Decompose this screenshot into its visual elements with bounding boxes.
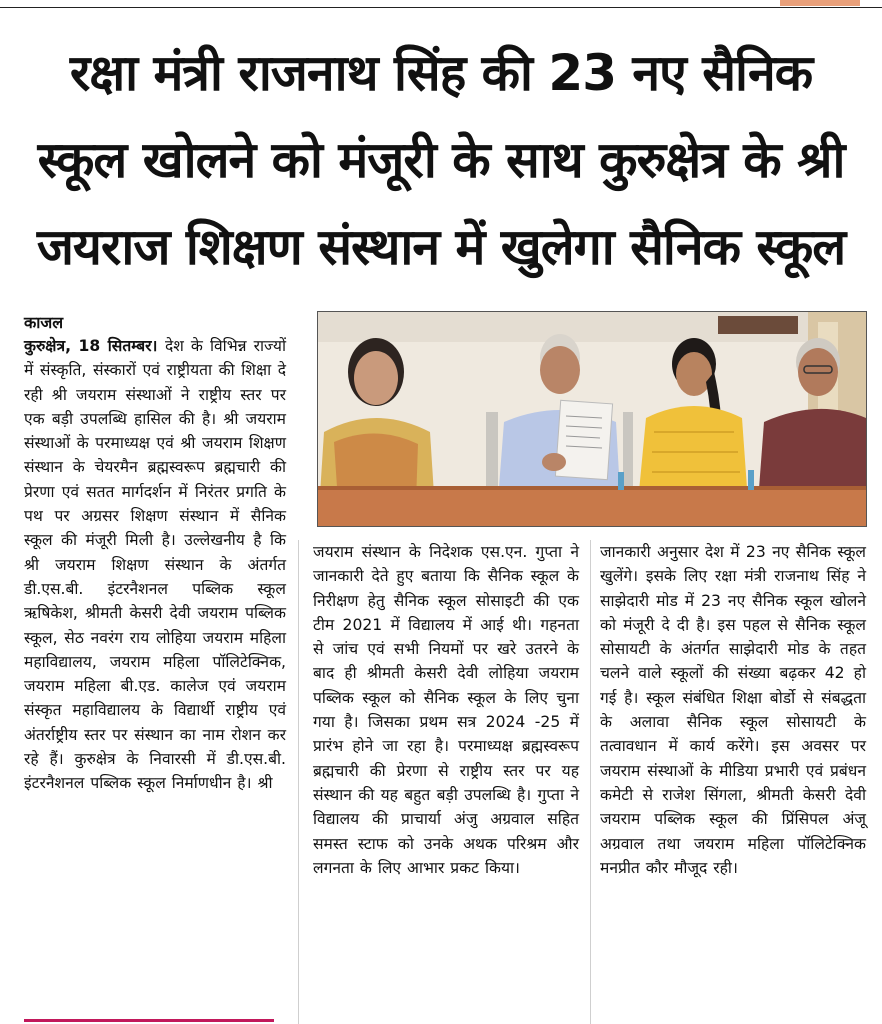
headline-line-1: रक्षा मंत्री राजनाथ सिंह की 23 नए सैनिक — [69, 44, 813, 102]
headline — [18, 30, 864, 291]
article-column-2 — [313, 540, 579, 880]
headline-line-2: स्कूल खोलने को मंजूरी के साथ कुरुक्षेत्र के श्री — [37, 131, 845, 189]
masthead-rule — [0, 0, 882, 8]
accent-rule — [24, 1019, 274, 1022]
headline-line-3: जयराज शिक्षण संस्थान में खुलेगा सैनिक स्कूल — [36, 218, 846, 276]
article-column-3 — [600, 540, 866, 880]
article-column-1-text: देश के विभिन्न राज्यों में संस्कृति, संस्कारों एवं राष्ट्रीयता की शिक्षा दे रही श्री जयराम संस्थाओं ने राष्ट्रीय स्तर पर एक बड़ी उपलब्धि हासिल की है। श्री जयराम संस्थाओं के परमाध्यक्ष एवं श्री जयराम शिक्षण संस्थान के चेयरमैन ब्रह्मस्वरूप ब्रह्मचारी की प्रेरणा एवं सतत मार्गदर्शन में निरंतर प्रगति के पथ पर अग्रसर शिक्षण संस्थान में सैनिक स्कूल की मंजूरी मिली है। उल्लेखनीय है कि श्री जयराम शिक्षण संस्थान के अंतर्गत डी.एस.बी. इंटरनैशनल पब्लिक स्कूल ऋषिकेश, श्रीमती केसरी देवी जयराम पब्लिक स्कूल, सेठ नवरंग राय लोहिया जयराम महिला महाविद्यालय, जयराम महिला पॉलिटेक्निक, जयराम महिला बी.एड. कालेज एवं जयराम संस्कृत महाविद्यालय के विद्यार्थी राष्ट्रीय एवं अंतर्राष्ट्रीय स्तर पर संस्थान का नाम रोशन कर रहे हैं। कुरुक्षेत्र के निवारसी में डी.एस.बी. इंटरनैशनल पब्लिक स्कूल निर्माणधीन है। श्री — [24, 337, 287, 793]
dateline: कुरुक्षेत्र, 18 सितम्बर। — [24, 337, 165, 355]
masthead-accent — [780, 0, 860, 6]
article-column-3-text: जानकारी अनुसार देश में 23 नए सैनिक स्कूल खुलेंगे। इसके लिए रक्षा मंत्री राजनाथ सिंह ने साझेदारी मोड में 23 नए सैनिक स्कूल खोलने को मंजूरी दे दी है। इस पहल से सैनिक स्कूल सोसायटी के अंतर्गत साझेदारी मोड के तहत चलने वाले स्कूलों की संख्या बढ़कर 42 हो गई है। स्कूल संबंधित शिक्षा बोर्डो से संबद्धता के अलावा सैनिक स्कूल सोसायटी के तत्वावधान में कार्य करेंगे। इस अवसर पर जयराम संस्थाओं के मीडिया प्रभारी एवं प्रबंधन कमेटी से राजेश सिंगला, श्रीमती केसरी देवी जयराम पब्लिक स्कूल की प्रिंसिपल अंजू अग्रवाल तथा जयराम महिला पॉलिटेक्निक मनप्रीत कौर मौजूद रही। — [600, 543, 866, 877]
article-column-2-text: जयराम संस्थान के निदेशक एस.एन. गुप्ता ने जानकारी देते हुए बताया कि सैनिक स्कूल के निरीक्षण हेतु सैनिक स्कूल सोसाइटी की एक टीम 2021 में विद्यालय में आई थी। गहनता से जांच एवं सभी नियमों पर खरे उतरने के बाद ही श्रीमती केसरी देवी लोहिया जयराम पब्लिक स्कूल को सैनिक स्कूल के लिए चुना गया है। जिसका प्रथम सत्र 2024 -25 में प्रारंभ होने जा रहा है। परमाध्यक्ष ब्रह्मस्वरूप ब्रह्मचारी की प्रेरणा से राष्ट्रीय स्तर पर यह संस्थान की यह बहुत बड़ी उपलब्धि है। गुप्ता ने विद्यालय की प्राचार्या अंजु अग्रवाल सहित समस्त स्टाफ को उनके अथक परिश्रम और लगनता के लिए आभार प्रकट किया। — [313, 543, 579, 877]
article-column-1 — [24, 334, 286, 796]
column-divider — [298, 540, 299, 1024]
byline: काजल — [24, 313, 64, 332]
photo-of-four-people-icon — [318, 312, 866, 526]
column-divider — [590, 540, 591, 1024]
news-photo — [317, 311, 867, 527]
